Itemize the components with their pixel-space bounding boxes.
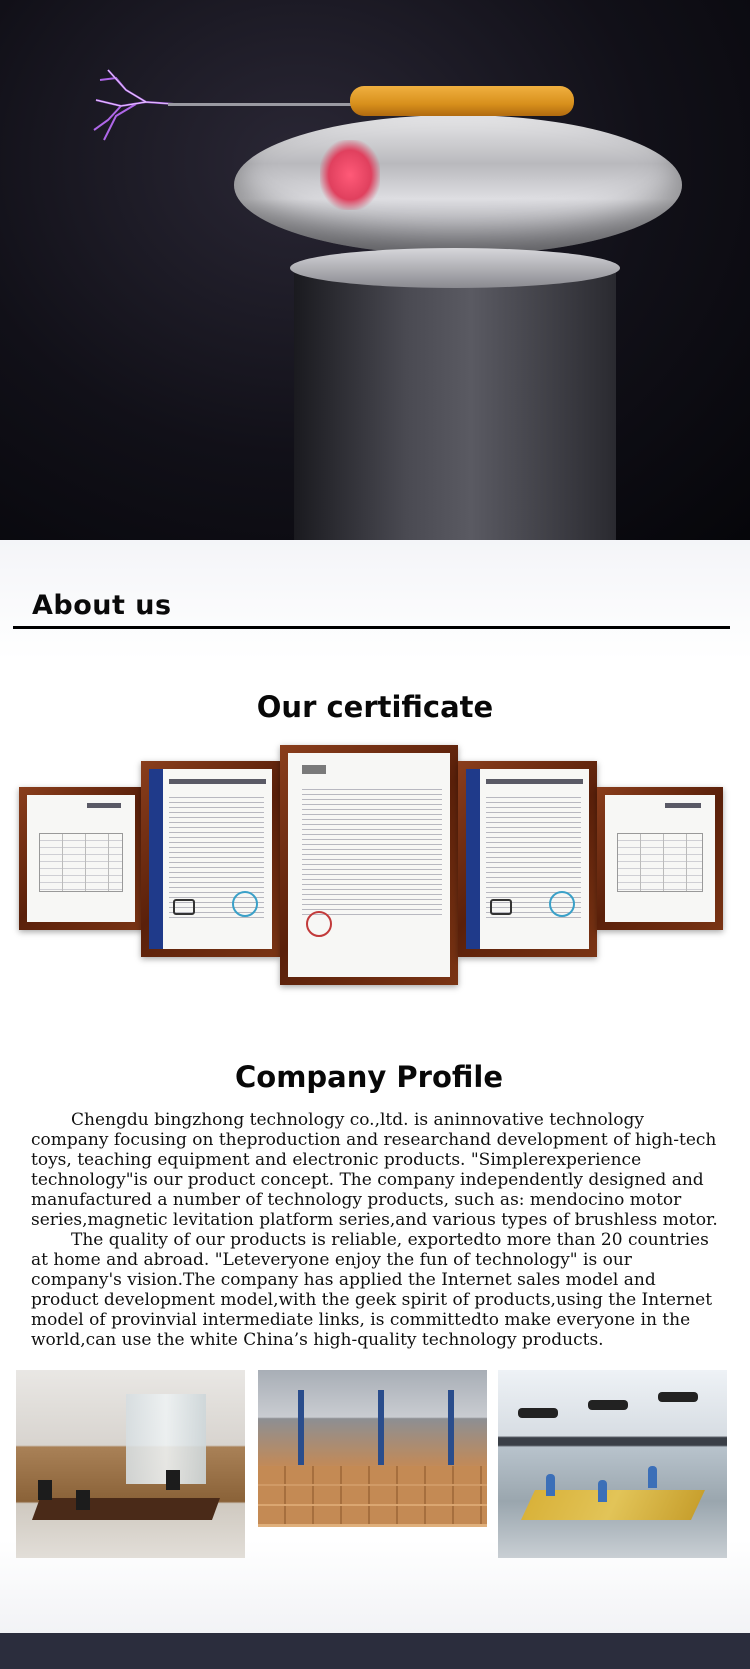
worker — [598, 1480, 607, 1502]
coil-base-plate — [290, 248, 620, 288]
warehouse-photo — [258, 1370, 487, 1527]
certificate-frame[interactable] — [597, 787, 723, 930]
certificate-heading: Our certificate — [256, 690, 494, 724]
toroid-top-load — [234, 115, 682, 255]
ceiling-lamp — [658, 1392, 698, 1402]
report-table — [617, 833, 703, 892]
certificate-document — [605, 795, 715, 922]
company-profile-text — [31, 1110, 721, 1350]
box-row — [258, 1486, 487, 1504]
profile-paragraph: Chengdu bingzhong technology co.,ltd. is aninnovative technology company focusing on theproduction and researchand development of high-tech toys, teaching equipment and electronic products. "Simplerexperience technology"is our product concept. The company independently designed and manufactured a number of technology products, such as: mendocino motor series,magnetic levitation platform series,and various types of brushless motor. — [31, 1110, 718, 1230]
chair — [76, 1490, 90, 1510]
worker — [648, 1466, 657, 1488]
profile-paragraph: The quality of our products is reliable, exportedto more than 20 countries at home and abroad. "Leteveryone enjoy the fun of technology" is our company's vision.The company has applied the Internet sales model and product development model,with the geek spirit of products,using the Internet model of provinvial intermediate links, is committedto make everyone in the world,can use the white China’s high-quality technology products. — [31, 1230, 713, 1350]
doc-heading-bar — [486, 779, 583, 784]
stamp-icon — [306, 911, 332, 937]
certificate-frame[interactable] — [19, 787, 143, 930]
about-us-heading: About us — [32, 590, 172, 621]
seal-icon — [232, 891, 258, 917]
screwdriver-shaft — [168, 103, 358, 106]
doc-logo — [87, 803, 121, 808]
toroid-glow — [320, 140, 380, 210]
chair — [38, 1480, 52, 1500]
ce-mark-icon — [490, 899, 512, 915]
company-profile-heading: Company Profile — [235, 1060, 503, 1094]
shelf-rack — [448, 1390, 454, 1465]
shelf-rack — [378, 1390, 384, 1465]
box-row — [258, 1466, 487, 1484]
hero-image — [0, 0, 750, 540]
certificate-document — [27, 795, 135, 922]
about-divider — [13, 626, 730, 629]
coil-tube — [294, 268, 616, 540]
doc-logo — [665, 803, 701, 808]
ceiling-lamp — [588, 1400, 628, 1410]
ce-mark-icon — [173, 899, 195, 915]
certificate-gallery — [0, 745, 750, 985]
certificate-document — [466, 769, 589, 949]
production-line-photo — [498, 1370, 727, 1558]
box-row — [258, 1506, 487, 1524]
screwdriver-handle — [350, 86, 574, 116]
chair — [166, 1470, 180, 1490]
verification-stripe — [466, 769, 480, 949]
certificate-frame[interactable] — [141, 761, 280, 957]
ceiling-lamp — [518, 1408, 558, 1418]
conference-table — [32, 1498, 220, 1520]
meeting-room-photo — [16, 1370, 245, 1558]
certificate-document — [149, 769, 272, 949]
certificate-document — [288, 753, 450, 977]
shelf-rack — [298, 1390, 304, 1465]
certificate-frame[interactable] — [458, 761, 597, 957]
worker — [546, 1474, 555, 1496]
doc-heading-bar — [169, 779, 266, 784]
seal-icon — [549, 891, 575, 917]
doc-text-lines — [302, 785, 442, 917]
sgs-logo-icon — [302, 765, 326, 774]
plasma-spark-icon — [86, 60, 176, 150]
certificate-frame[interactable] — [280, 745, 458, 985]
footer-bar — [0, 1633, 750, 1669]
report-table — [39, 833, 123, 892]
verification-stripe — [149, 769, 163, 949]
